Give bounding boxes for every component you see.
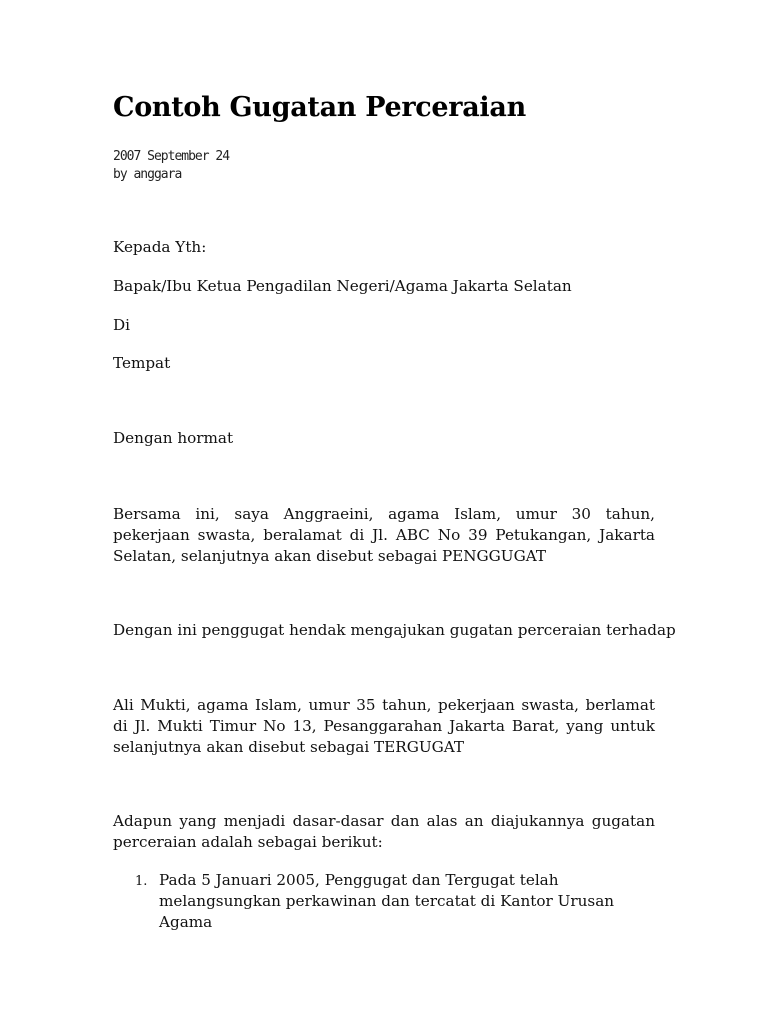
post-date: 2007 September 24	[113, 149, 230, 164]
document-title: Contoh Gugatan Perceraian	[113, 92, 526, 123]
list-item	[113, 870, 655, 933]
plaintiff-paragraph: Bersama ini, saya Anggraeini, agama Islam, umur 30 tahun, pekerjaan swasta, beralamat di Jl. ABC No 39 Petukangan, Jakarta Selatan, selanjutnya akan disebut sebagai PENGGUGAT	[113, 505, 655, 565]
greeting: Dengan hormat	[113, 429, 234, 447]
addressee: Bapak/Ibu Ketua Pengadilan Negeri/Agama Jakarta Selatan	[113, 277, 572, 295]
list-item-number: 1.	[135, 874, 148, 889]
intent-paragraph: Dengan ini penggugat hendak mengajukan gugatan perceraian terhadap	[113, 621, 676, 639]
addressee-place: Tempat	[113, 354, 171, 372]
defendant-paragraph: Ali Mukti, agama Islam, umur 35 tahun, pekerjaan swasta, berlamat di Jl. Mukti Timur No 13, Pesanggarahan Jakarta Barat, yang untuk selanjutnya akan disebut sebagai TERGUGAT	[113, 696, 655, 756]
addressee-di: Di	[113, 316, 131, 334]
grounds-list	[113, 870, 655, 933]
post-author: by anggara	[113, 167, 182, 182]
grounds-paragraph: Adapun yang menjadi dasar-dasar dan alas an diajukannya gugatan perceraian adalah sebagai berikut:	[113, 812, 655, 851]
list-item-text: Pada 5 Januari 2005, Penggugat dan Tergugat telah melangsungkan perkawinan dan tercatat di Kantor Urusan Agama	[159, 871, 615, 931]
salutation-to: Kepada Yth:	[113, 238, 207, 256]
